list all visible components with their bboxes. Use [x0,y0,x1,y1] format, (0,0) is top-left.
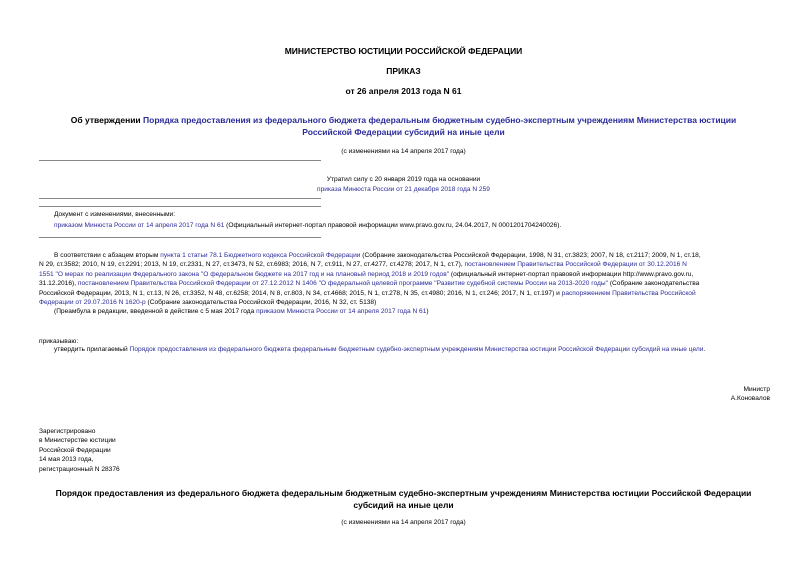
order-item-text: . [703,346,706,353]
divider [39,198,321,199]
preamble-note-link[interactable]: приказом Минюста России от 14 апреля 2017 года N 61 [256,308,427,316]
divider [39,160,321,161]
resolution-1551-link[interactable]: постановлением Правительства Российской Федерации от 30.12.2016 N [464,261,687,269]
registration-line: в Министерстве юстиции [39,437,116,445]
registration-line: Российской Федерации [39,446,111,454]
annex-link[interactable]: Порядок предоставления из федерального бюджета федеральным бюджетным судебно-экспертным учреждениям Министерства юстиции Российской Федерации субсидий на иные цели [129,346,704,353]
resolution-1406-link[interactable]: постановлением Правительства Российской Федерации от 27.12.2012 N 1406 "О федеральной целевой программе "Развитие судебной системы России на 2013-2020 годы" [77,280,608,288]
title-prefix: Об утверждении [70,115,144,125]
preamble-note: ) [426,308,429,316]
preamble-text: N 29, ст.3582; 2010, N 19, ст.2291; 2013, N 19, ст.2331, N 27, ст.3473, N 52, ст.6983; 2016, N 7, ст.911, N 27, ст.4277, ст.4278; 2017, N 1, ст.7), [39,261,465,269]
lost-force-basis-link[interactable]: приказа Минюста России от 21 декабря 2018 года N 259 [317,186,490,193]
changes-link[interactable]: приказом Минюста России от 14 апреля 2017 года N 61 [54,222,225,229]
order-item [54,345,794,354]
title-link-line2[interactable]: Российской Федерации субсидий на иные цели [302,127,505,137]
preamble-text: 31.12.2016), [39,280,78,288]
date-number: от 26 апреля 2013 года N 61 [345,86,462,96]
minister-name: А.Коновалов [730,395,770,403]
edition-note: (с изменениями на 14 апреля 2017 года) [341,148,466,155]
signature-block [731,385,770,404]
budget-code-link[interactable]: пункта 1 статьи 78.1 Бюджетного кодекса Российской Федерации [160,252,361,259]
registration-line: 14 мая 2013 года, [39,456,94,464]
decree-1620-link[interactable]: распоряжением Правительства Российской [561,289,696,297]
decree-1620-link-cont[interactable]: Федерации от 29.07.2016 N 1620-р [39,299,146,307]
registration-line: регистрационный N 28376 [39,465,120,473]
preamble-text: Российской Федерации, 2013, N 1, ст.13, N 26, ст.3352, N 48, ст.6258; 2014, N 8, ст.803, N 34, ст.4668; 2015, N 1, ст.278, N 35, ст.4980; 2016, N 1, ст.246; 2017, N 1, ст.197) и [39,289,562,297]
preamble-text: (Собрание законодательства Российской Федерации, 2016, N 32, ст. 5138) [145,299,377,307]
lost-force-text: Утратил силу с 20 января 2019 года на основании [326,176,481,183]
preamble-text: (Собрание законодательства Российской Федерации, 1998, N 31, ст.3823; 2007, N 18, ст.2117; 2009, N 1, ст.18, [360,252,701,259]
title-link-line1[interactable]: Порядка предоставления из федерального бюджета федеральным бюджетным судебно-экспертным учреждениям Министерства юстиции [143,115,737,125]
divider [39,237,321,238]
annex-title [0,487,807,511]
ministry-heading: МИНИСТЕРСТВО ЮСТИЦИИ РОССИЙСКОЙ ФЕДЕРАЦИИ [284,46,523,56]
preamble-text: В соответствии с абзацем вторым [54,252,161,259]
resolution-1551-link-cont[interactable]: 1551 "О мерах по реализации Федерального закона "О федеральном бюджете на 2017 год и на плановый период 2018 и 2019 годов" [39,270,450,278]
annex-title-line: субсидий на иные цели [353,500,454,510]
minister-title: Министр [743,386,770,393]
order-title [0,114,807,138]
preamble-note: (Преамбула в редакции, введенной в действие с 5 мая 2017 года [54,308,257,316]
order-item-text: утвердить прилагаемый [54,346,130,353]
changes-line [54,221,774,230]
doc-type-heading: ПРИКАЗ [386,66,421,76]
changes-label: Документ с изменениями, внесенными: [54,211,176,218]
annex-edition-note: (с изменениями на 14 апреля 2017 года) [341,519,466,526]
preamble-paragraph [39,251,779,317]
annex-title-line: Порядок предоставления из федерального бюджета федеральным бюджетным судебно-экспертным учреждениям Министерства юстиции Российской Федерации [55,488,752,498]
changes-source: (Официальный интернет-портал правовой информации www.pravo.gov.ru, 24.04.2017, N 0001201704240026). [224,222,562,229]
divider [39,206,321,207]
order-label: приказываю: [39,338,79,345]
registration-block [39,427,120,474]
preamble-text: (Собрание законодательства [607,280,700,288]
registration-line: Зарегистрировано [39,428,96,435]
preamble-text: (официальный интернет-портал правовой информации http://www.pravo.gov.ru, [449,270,694,278]
